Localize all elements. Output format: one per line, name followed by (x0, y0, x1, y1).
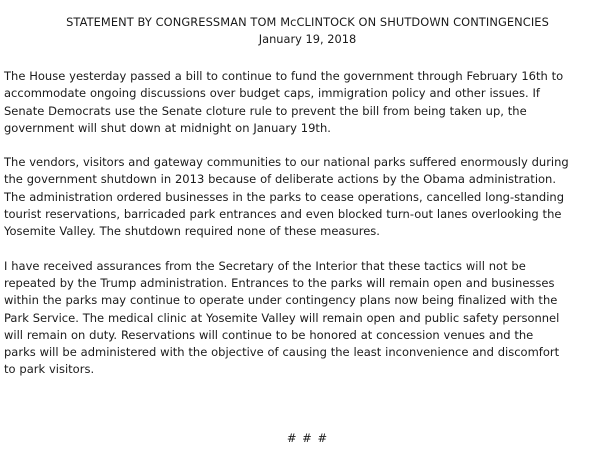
paragraph-line: the government shutdown in 2013 because of deliberate actions by the Obama administration. (4, 172, 556, 187)
paragraph-2 (4, 154, 611, 240)
document-title: STATEMENT BY CONGRESSMAN TOM McCLINTOCK ON SHUTDOWN CONTINGENCIES (66, 15, 549, 29)
paragraph-line: within the parks may continue to operate under contingency plans now being finalized with the (4, 293, 558, 308)
paragraph-line: Yosemite Valley. The shutdown required none of these measures. (4, 224, 380, 239)
paragraph-line: parks will be administered with the objective of causing the least inconvenience and discomfort (4, 345, 560, 360)
paragraph-1 (4, 68, 611, 137)
paragraph-line: repeated by the Trump administration. Entrances to the parks will remain open and businesses (4, 275, 555, 290)
paragraph-line: Senate Democrats use the Senate cloture rule to prevent the bill from being taken up, the (4, 103, 527, 118)
paragraph-line: tourist reservations, barricaded park entrances and even blocked turn-out lanes overlooking the (4, 207, 562, 222)
paragraph-3 (4, 258, 611, 379)
paragraph-line: The vendors, visitors and gateway communities to our national parks suffered enormously during (4, 155, 569, 170)
end-mark: # # # (286, 431, 329, 445)
paragraph-line: government will shut down at midnight on January 19th. (4, 120, 331, 135)
paragraph-line: The administration ordered businesses in the parks to cease operations, cancelled long-standing (4, 189, 565, 204)
paragraph-line: The House yesterday passed a bill to continue to fund the government through February 16th to (4, 69, 564, 83)
paragraph-line: accommodate ongoing discussions over budget caps, immigration policy and other issues. If (4, 86, 540, 101)
paragraph-line: Park Service. The medical clinic at Yosemite Valley will remain open and public safety personnel (4, 310, 560, 325)
paragraph-line: to park visitors. (4, 362, 95, 377)
paragraph-line: I have received assurances from the Secretary of the Interior that these tactics will not be (4, 258, 526, 273)
document-date: January 19, 2018 (258, 32, 357, 46)
paragraph-line: will remain on duty. Reservations will continue to be honored at concession venues and the (4, 327, 534, 342)
